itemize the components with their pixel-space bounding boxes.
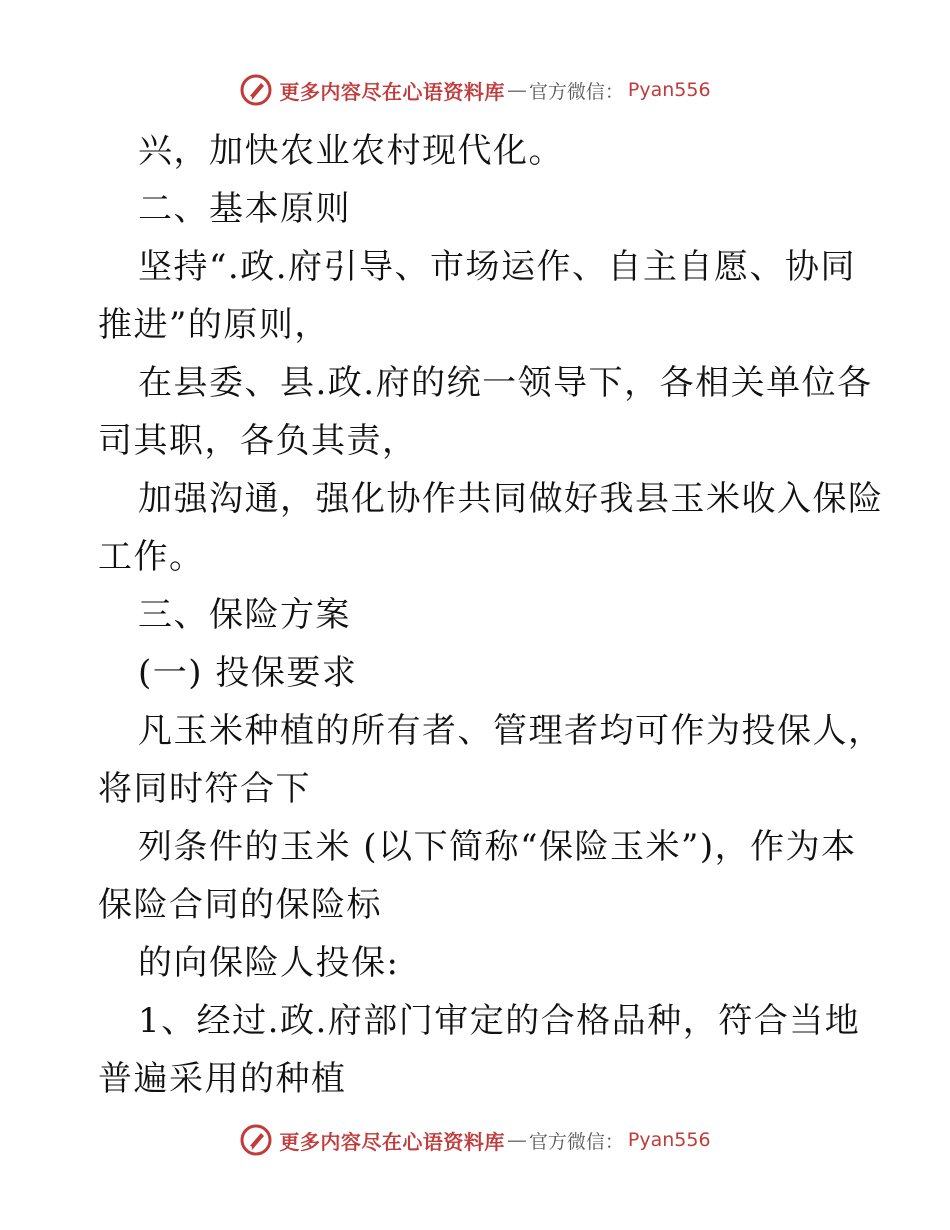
text-line: 在县委、县.政.府的统一领导下，各相关单位各 — [138, 363, 873, 403]
document-body — [98, 122, 884, 1108]
text-line: 坚持“.政.府引导、市场运作、自主自愿、协同 — [138, 247, 856, 287]
pen-logo-icon — [239, 1123, 273, 1157]
pen-logo-icon — [239, 73, 273, 107]
header-watermark — [0, 70, 950, 110]
text-line: 列条件的玉米 (以下简称“保险玉米”)，作为本 — [138, 827, 857, 867]
watermark-dash: — — [506, 78, 527, 102]
text-line: 普遍采用的种植 — [98, 1059, 347, 1099]
text-line: 将同时符合下 — [98, 769, 311, 809]
text-line: 工作。 — [98, 537, 205, 577]
watermark-label: 官方微信： — [528, 80, 624, 103]
text-line: 保险合同的保险标 — [98, 885, 382, 925]
text-line: 1、经过.政.府部门审定的合格品种，符合当地 — [138, 1001, 861, 1041]
footer-watermark — [0, 1120, 950, 1160]
text-line: 凡玉米种植的所有者、管理者均可作为投保人， — [138, 711, 884, 751]
text-line: 兴，加快农业农村现代化。 — [138, 131, 564, 171]
watermark-wechat-id: Pyan556 — [627, 79, 711, 101]
text-line: 加强沟通，强化协作共同做好我县玉米收入保险 — [138, 479, 884, 519]
text-line: 司其职，各负其责， — [98, 421, 418, 461]
watermark-label: 官方微信： — [528, 1130, 624, 1153]
watermark-brand: 更多内容尽在心语资料库 — [279, 79, 505, 104]
text-line: 二、基本原则 — [138, 189, 351, 229]
text-line: 推进”的原则， — [98, 305, 330, 345]
watermark-brand: 更多内容尽在心语资料库 — [279, 1129, 505, 1154]
watermark-wechat-id: Pyan556 — [627, 1129, 711, 1151]
text-line: (一) 投保要求 — [138, 653, 358, 693]
text-line: 的向保险人投保: — [138, 943, 400, 983]
text-line: 三、保险方案 — [138, 595, 351, 635]
watermark-dash: — — [506, 1128, 527, 1152]
